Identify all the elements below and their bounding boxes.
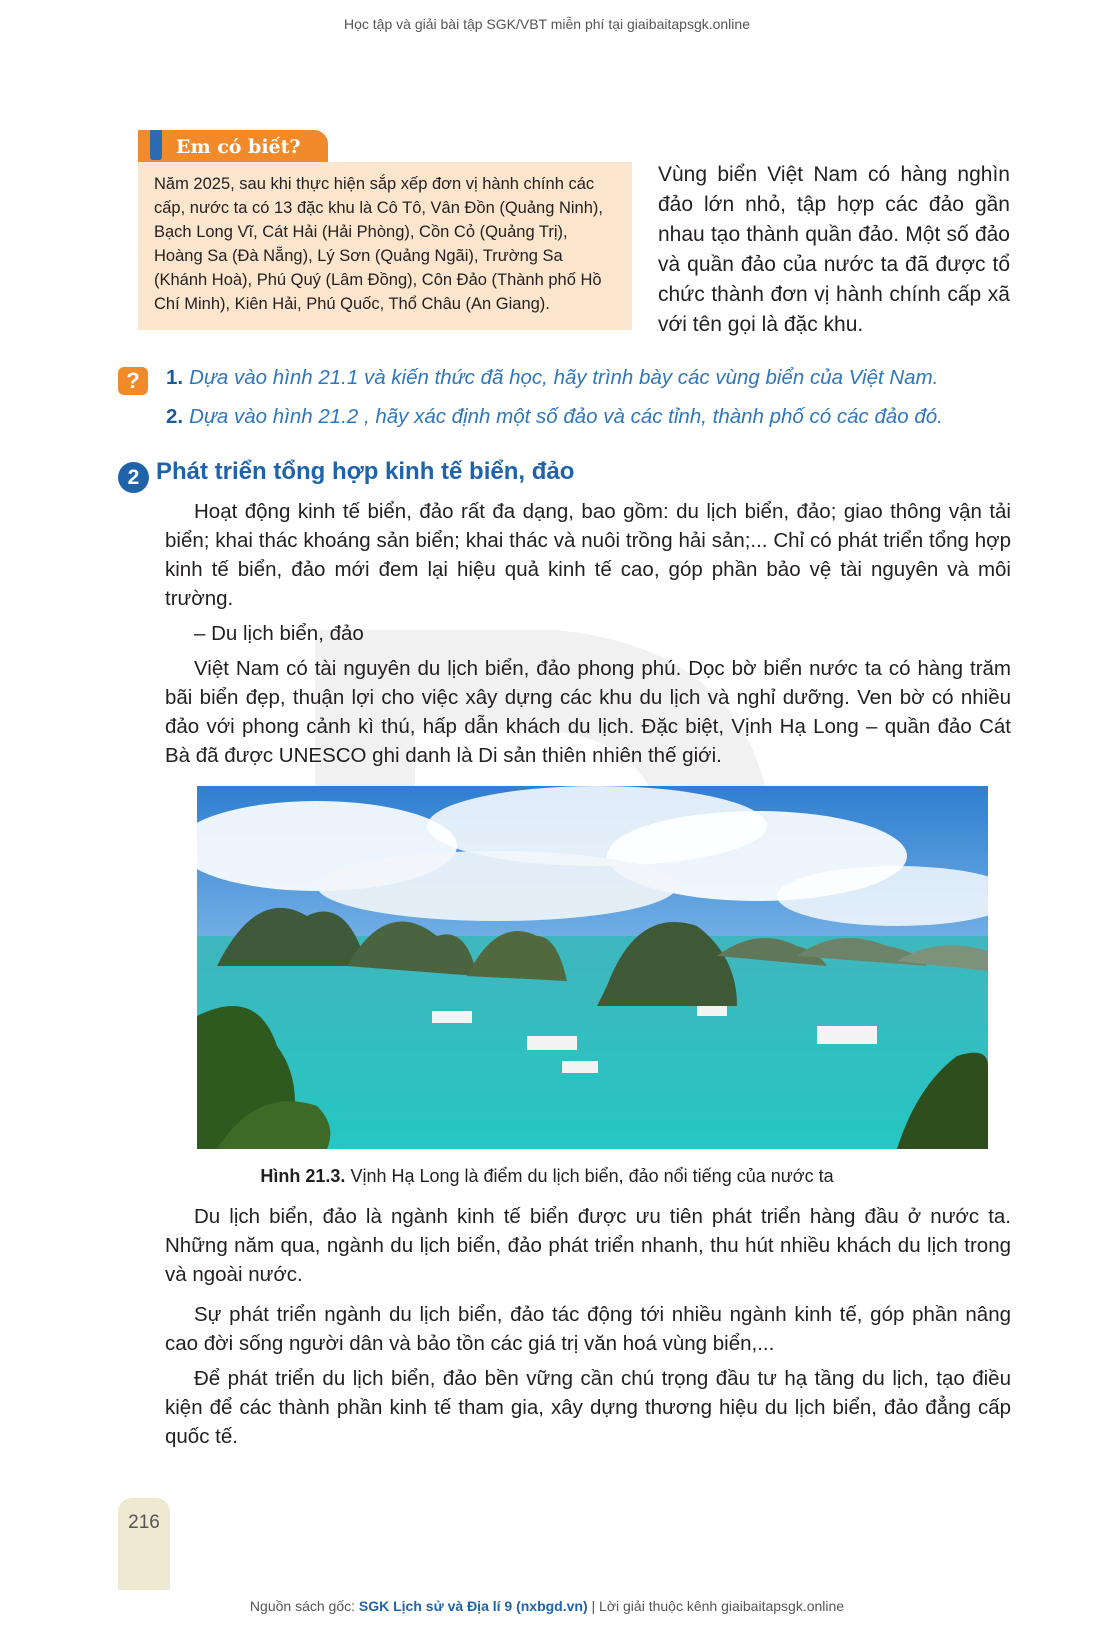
paragraph: Để phát triển du lịch biển, đảo bền vững cần chú trọng đầu tư hạ tầng du lịch, tạo điều kiện để các thành phần kinh tế tham gia, xây dựng thương hiệu du lịch biển, đảo đẳng cấp quốc tế. [165, 1367, 1011, 1448]
section-number-badge: 2 [118, 462, 149, 493]
side-paragraph: Vùng biển Việt Nam có hàng nghìn đảo lớn nhỏ, tập hợp các đảo gần nhau tạo thành quần đảo. Một số đảo và quần đảo của nước ta đã được tổ chức thành đơn vị hành chính cấp xã với tên gọi là đặc khu. [658, 163, 1010, 336]
bookmark-icon [150, 130, 162, 160]
question-icon: ? [118, 367, 148, 395]
info-box [138, 162, 632, 330]
paragraph: Du lịch biển, đảo là ngành kinh tế biển được ưu tiên phát triển hàng đầu ở nước ta. Những năm qua, ngành du lịch biển, đảo phát triển nhanh, thu hút nhiều khách du lịch trong và ngoài nước. [165, 1205, 1011, 1286]
page-header: Học tập và giải bài tập SGK/VBT miễn phí tại giaibaitapsgk.online [344, 16, 750, 32]
question-item [166, 366, 938, 390]
footer-prefix: Nguồn sách gốc: [249, 1598, 355, 1614]
footer-suffix: | Lời giải thuộc kênh giaibaitapsgk.online [591, 1598, 845, 1614]
question-text: Dựa vào hình 21.2 , hãy xác định một số đảo và các tỉnh, thành phố có các đảo đó. [189, 405, 943, 428]
info-box-title: Em có biết? [176, 136, 301, 158]
figure-caption [0, 1166, 1094, 1187]
figure-label: Hình 21.3. [260, 1166, 346, 1186]
ha-long-bay-photo [197, 786, 988, 1149]
question-number: 2. [166, 405, 184, 428]
page-number: 216 [128, 1512, 160, 1533]
figure-caption-text: Vịnh Hạ Long là điểm du lịch biển, đảo nổi tiếng của nước ta [350, 1166, 834, 1186]
paragraph: Việt Nam có tài nguyên du lịch biển, đảo phong phú. Dọc bờ biển nước ta có hàng trăm bãi biển đẹp, thuận lợi cho việc xây dựng các khu du lịch và nghỉ dưỡng. Ven bờ có nhiều đảo với phong cảnh kì thú, hấp dẫn khách du lịch. Đặc biệt, Vịnh Hạ Long – quần đảo Cát Bà đã được UNESCO ghi danh là Di sản thiên nhiên thế giới. [165, 657, 1011, 767]
question-number: 1. [166, 366, 184, 389]
info-box-text: Năm 2025, sau khi thực hiện sắp xếp đơn vị hành chính các cấp, nước ta có 13 đặc khu là Cô Tô, Vân Đồn (Quảng Ninh), Bạch Long Vĩ, Cát Hải (Hải Phòng), Cồn Cỏ (Quảng Trị), Hoàng Sa (Đà Nẵng), Lý Sơn (Quảng Ngãi), Trường Sa (Khánh Hoà), Phú Quý (Lâm Đồng), Côn Đảo (Thành phố Hồ Chí Minh), Kiên Hải, Phú Quốc, Thổ Châu (An Giang). [154, 175, 603, 313]
page-footer [0, 1598, 1094, 1614]
question-item [166, 405, 943, 429]
footer-book-link[interactable]: SGK Lịch sử và Địa lí 9 (nxbgd.vn) [358, 1598, 588, 1614]
paragraph: Hoạt động kinh tế biển, đảo rất đa dạng, bao gồm: du lịch biển, đảo; giao thông vận tải biển; khai thác khoáng sản biển; khai thác và nuôi trồng hải sản;... Chỉ có phát triển tổng hợp kinh tế biển, đảo mới đem lại hiệu quả kinh tế cao, góp phần bảo vệ tài nguyên và môi trường. [165, 500, 1011, 610]
paragraph: Sự phát triển ngành du lịch biển, đảo tác động tới nhiều ngành kinh tế, góp phần nâng cao đời sống người dân và bảo tồn các giá trị văn hoá vùng biển,... [165, 1303, 1011, 1355]
question-text: Dựa vào hình 21.1 và kiến thức đã học, hãy trình bày các vùng biển của Việt Nam. [189, 366, 939, 389]
section-title: Phát triển tổng hợp kinh tế biển, đảo [156, 458, 575, 485]
subsection-bullet: – Du lịch biển, đảo [194, 622, 364, 645]
